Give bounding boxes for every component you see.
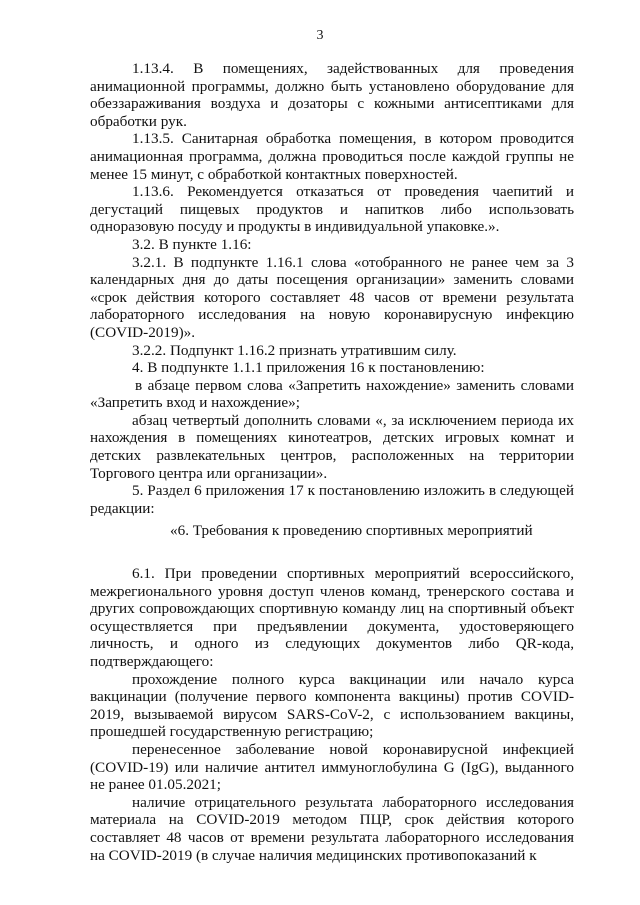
paragraph-recovered: перенесенное заболевание новой коронавирусной инфекцией (COVID-19) или наличие антител иммуноглобулина G (IgG), выданного не ранее 01.05.2021; — [90, 740, 574, 794]
paragraph-3-2-2: 3.2.2. Подпункт 1.16.2 признать утратившим силу. — [132, 341, 457, 359]
section-6-heading: «6. Требования к проведению спортивных мероприятий — [170, 522, 533, 540]
paragraph-pcr-test: наличие отрицательного результата лабораторного исследования материала на COVID-2019 методом ПЦР, срок действия которого составляет 48 часов от времени результата лабораторного исследования на COVID-2019 (в случае наличия медицинских противопоказаний к — [90, 793, 574, 864]
paragraph-1-13-4: 1.13.4. В помещениях, задействованных для проведения анимационной программы, должно быть установлено оборудование для обеззараживания воздуха и дозаторы с кожными антисептиками для обработки рук. — [90, 60, 574, 130]
paragraph-4: 4. В подпункте 1.1.1 приложения 16 к постановлению: — [132, 359, 485, 377]
paragraph-vaccination: прохождение полного курса вакцинации или начало курса вакцинации (получение первого компонента вакцины) против COVID-2019, вызываемой вирусом SARS-CoV-2, с использованием вакцины, прошедшей государственную регистрацию; — [90, 670, 574, 741]
paragraph-1-13-6: 1.13.6. Рекомендуется отказаться от проведения чаепитий и дегустаций пищевых продуктов и напитков либо использовать одноразовую посуду и продукты в индивидуальной упаковке.». — [90, 183, 574, 236]
paragraph-3-2: 3.2. В пункте 1.16: — [132, 235, 252, 253]
paragraph-4-first-abzac: в абзаце первом слова «Запретить нахождение» заменить словами «Запретить вход и нахождение»; — [90, 376, 574, 412]
paragraph-4-fourth-abzac: абзац четвертый дополнить словами «, за исключением периода их нахождения в помещениях кинотеатров, детских игровых комнат и детских развлекательных центров, расположенных на территории Торгового центра или организации». — [90, 411, 574, 482]
paragraph-5: 5. Раздел 6 приложения 17 к постановлению изложить в следующей редакции: — [90, 482, 574, 517]
document-body — [90, 60, 574, 864]
paragraph-1-13-5: 1.13.5. Санитарная обработка помещения, в котором проводится анимационная программа, должна проводиться после каждой группы не менее 15 минут, с обработкой контактных поверхностей. — [90, 130, 574, 183]
paragraph-6-1: 6.1. При проведении спортивных мероприятий всероссийского, межрегионального уровня доступ членов команд, тренерского состава и других сопровождающих спортивную команду лиц на спортивный объект осуществляется при предъявлении документа, удостоверяющего личность, и одного из следующих документов либо QR-кода, подтверждающего: — [90, 565, 574, 670]
page-number: 3 — [316, 28, 324, 43]
paragraph-3-2-1: 3.2.1. В подпункте 1.16.1 слова «отобранного не ранее чем за 3 календарных дня до даты посещения организации» заменить словами «срок действия которого составляет 48 часов от времени результата лабораторного исследования на новую коронавирусную инфекцию (COVID-2019)». — [90, 253, 574, 341]
